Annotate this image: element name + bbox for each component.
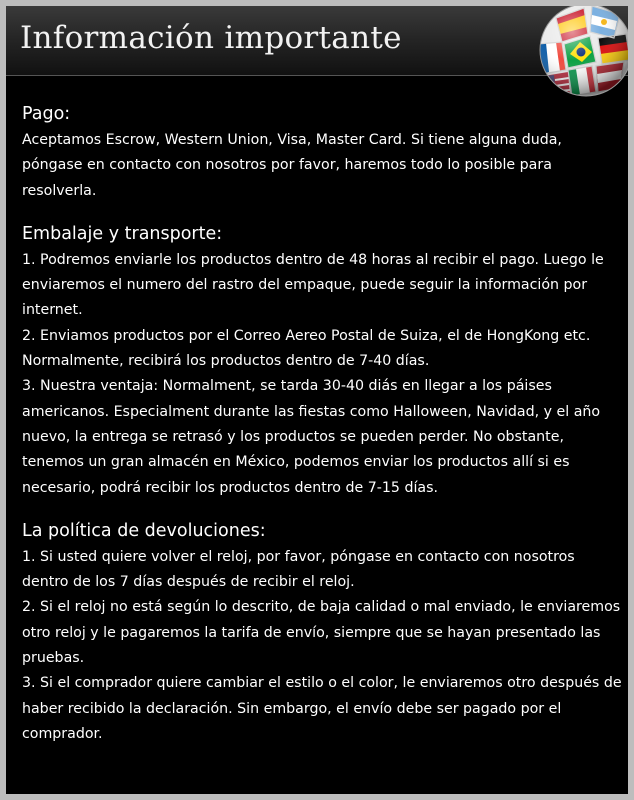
section-title: Pago: bbox=[22, 104, 71, 124]
section-paragraph: 2. Enviamos productos por el Correo Aereo Postal de Suiza, el de HongKong etc. Normalmente, recibirá los productos dentro de 7-40 días. bbox=[22, 327, 591, 370]
section-paragraph: Aceptamos Escrow, Western Union, Visa, Master Card. Si tiene alguna duda, póngase en contacto con nosotros por favor, haremos todo lo posible para resolverla. bbox=[22, 132, 562, 199]
content-area bbox=[22, 104, 622, 767]
header-bar bbox=[6, 6, 628, 76]
section-title: La política de devoluciones: bbox=[22, 520, 266, 541]
returns-section bbox=[22, 521, 622, 747]
section-paragraph: 1. Si usted quiere volver el reloj, por favor, póngase en contacto con nosotros dentro de los 7 días después de recibir el reloj. bbox=[22, 548, 575, 591]
payment-section bbox=[22, 104, 622, 204]
section-paragraph: 3. Si el comprador quiere cambiar el estilo o el color, le enviaremos otro después de haber recibido la declaración. Sin embargo, el envío debe ser pagado por el comprador. bbox=[22, 675, 622, 742]
page-title: Información importante bbox=[20, 20, 402, 56]
section-paragraph: 2. Si el reloj no está según lo descrito, de baja calidad o mal enviado, le enviaremos otro reloj y le pagaremos la tarifa de envío, siempre que se hayan presentado las pruebas. bbox=[22, 599, 621, 667]
section-paragraph: 3. Nuestra ventaja: Normalment, se tarda 30-40 diás en llegar a los páises americanos. Especialment durante las fiestas como Halloween, Navidad, y el año nuevo, la entrega se retrasó y los productos se pueden perder. No obstante, tenemos un gran almacén en México, podemos enviar los productos allí si es necesario, podrá recibir los productos dentro de 7-15 días. bbox=[22, 378, 601, 496]
section-title: Embalaje y transporte: bbox=[22, 223, 223, 244]
shipping-section bbox=[22, 224, 622, 501]
soccer-ball-flags-icon bbox=[536, 0, 634, 100]
section-paragraph: 1. Podremos enviarle los productos dentro de 48 horas al recibir el pago. Luego le enviaremos el numero del rastro del empaque, puede seguir la información por internet. bbox=[22, 251, 604, 319]
